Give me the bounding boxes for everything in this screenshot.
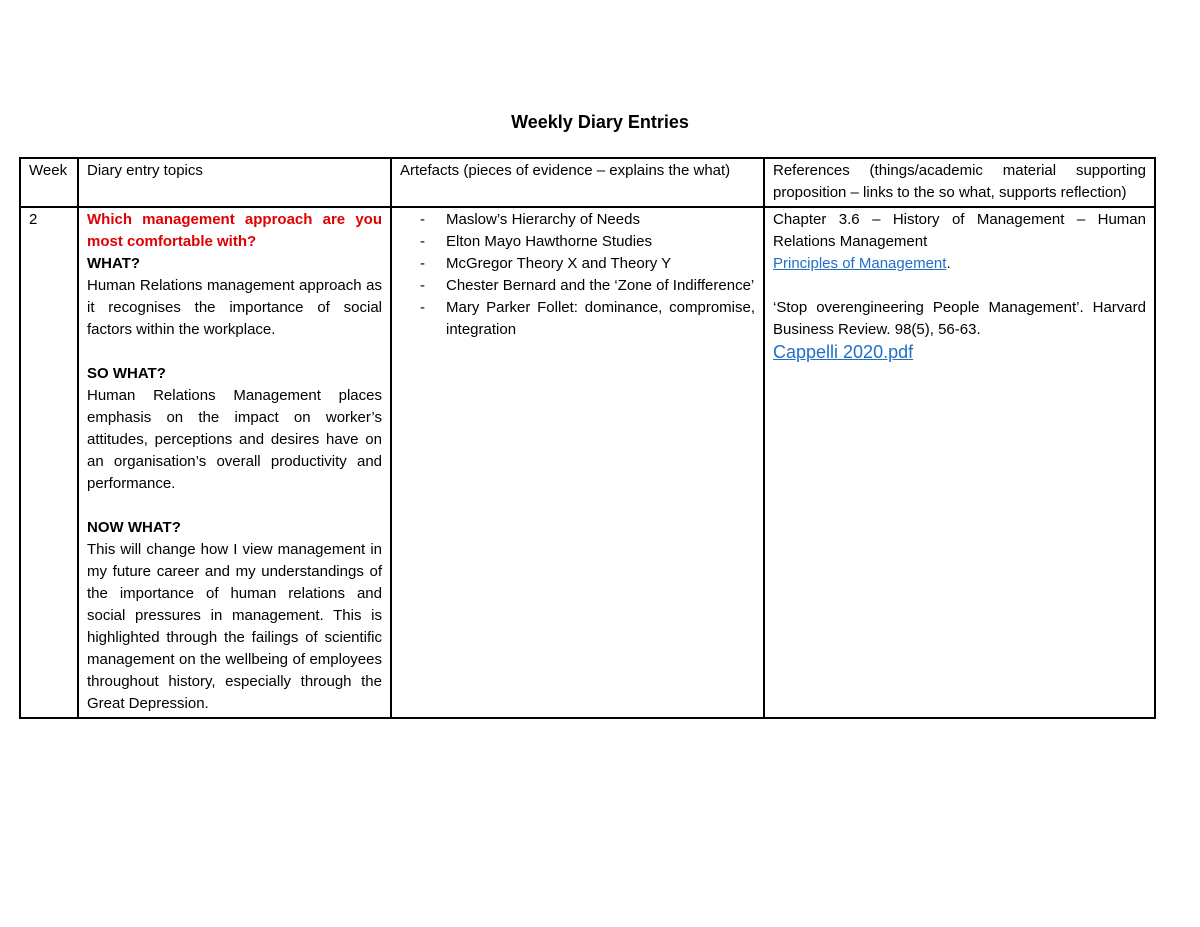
what-text: Human Relations management approach as it recognises the importance of social factors within the workplace. [87,277,382,338]
principles-of-management-link[interactable]: Principles of Management [773,255,947,272]
topics-cell [78,207,391,718]
bullet-dash: - [420,211,425,228]
table-row [20,207,1155,718]
what-heading: WHAT? [87,255,141,272]
list-item [400,209,755,231]
cappelli-pdf-link[interactable]: Cappelli 2020.pdf [773,342,914,362]
now-what-heading: NOW WHAT? [87,519,181,536]
reference-link-line [773,253,1146,275]
reference-period: . [946,255,951,272]
diary-table [19,157,1156,719]
list-item [400,253,755,275]
reference-hbr: ‘Stop overengineering People Management’. Harvard Business Review. 98(5), 56-63. [773,299,1146,338]
artefact-text: Maslow’s Hierarchy of Needs [446,211,640,228]
artefacts-list [400,209,755,341]
pdf-link-line [773,341,1146,365]
week-cell: 2 [20,207,78,718]
artefact-text: Elton Mayo Hawthorne Studies [446,233,652,250]
list-item [400,231,755,253]
reference-chapter: Chapter 3.6 – History of Management – Human Relations Management [773,211,1146,250]
list-item [400,297,755,341]
spacer [773,275,1146,297]
header-topics: Diary entry topics [78,158,391,207]
artefact-text: Chester Bernard and the ‘Zone of Indifference’ [446,277,755,294]
header-artefacts: Artefacts (pieces of evidence – explains the what) [391,158,764,207]
header-row [20,158,1155,207]
bullet-dash: - [420,255,425,272]
bullet-dash: - [420,299,425,316]
document-title: Weekly Diary Entries [511,112,689,132]
question-text: Which management approach are you most comfortable with? [87,211,382,250]
bullet-dash: - [420,277,425,294]
artefact-text: McGregor Theory X and Theory Y [446,255,672,272]
bullet-dash: - [420,233,425,250]
list-item [400,275,755,297]
spacer [87,341,382,363]
header-week: Week [20,158,78,207]
now-what-text: This will change how I view management in my future career and my understandings of the importance of human relations and social pressures in management. This is highlighted through the failings of scientific management on the wellbeing of employees throughout history, especially through the Great Depression. [87,541,382,712]
references-cell [764,207,1155,718]
so-what-heading: SO WHAT? [87,365,166,382]
artefact-text: Mary Parker Follet: dominance, compromise, integration [446,299,755,338]
spacer [87,495,382,517]
so-what-text: Human Relations Management places emphasis on the impact on worker’s attitudes, perceptions and desires have on an organisation’s overall productivity and performance. [87,387,382,492]
header-references: References (things/academic material supporting proposition – links to the so what, supports reflection) [764,158,1155,207]
artefacts-cell [391,207,764,718]
